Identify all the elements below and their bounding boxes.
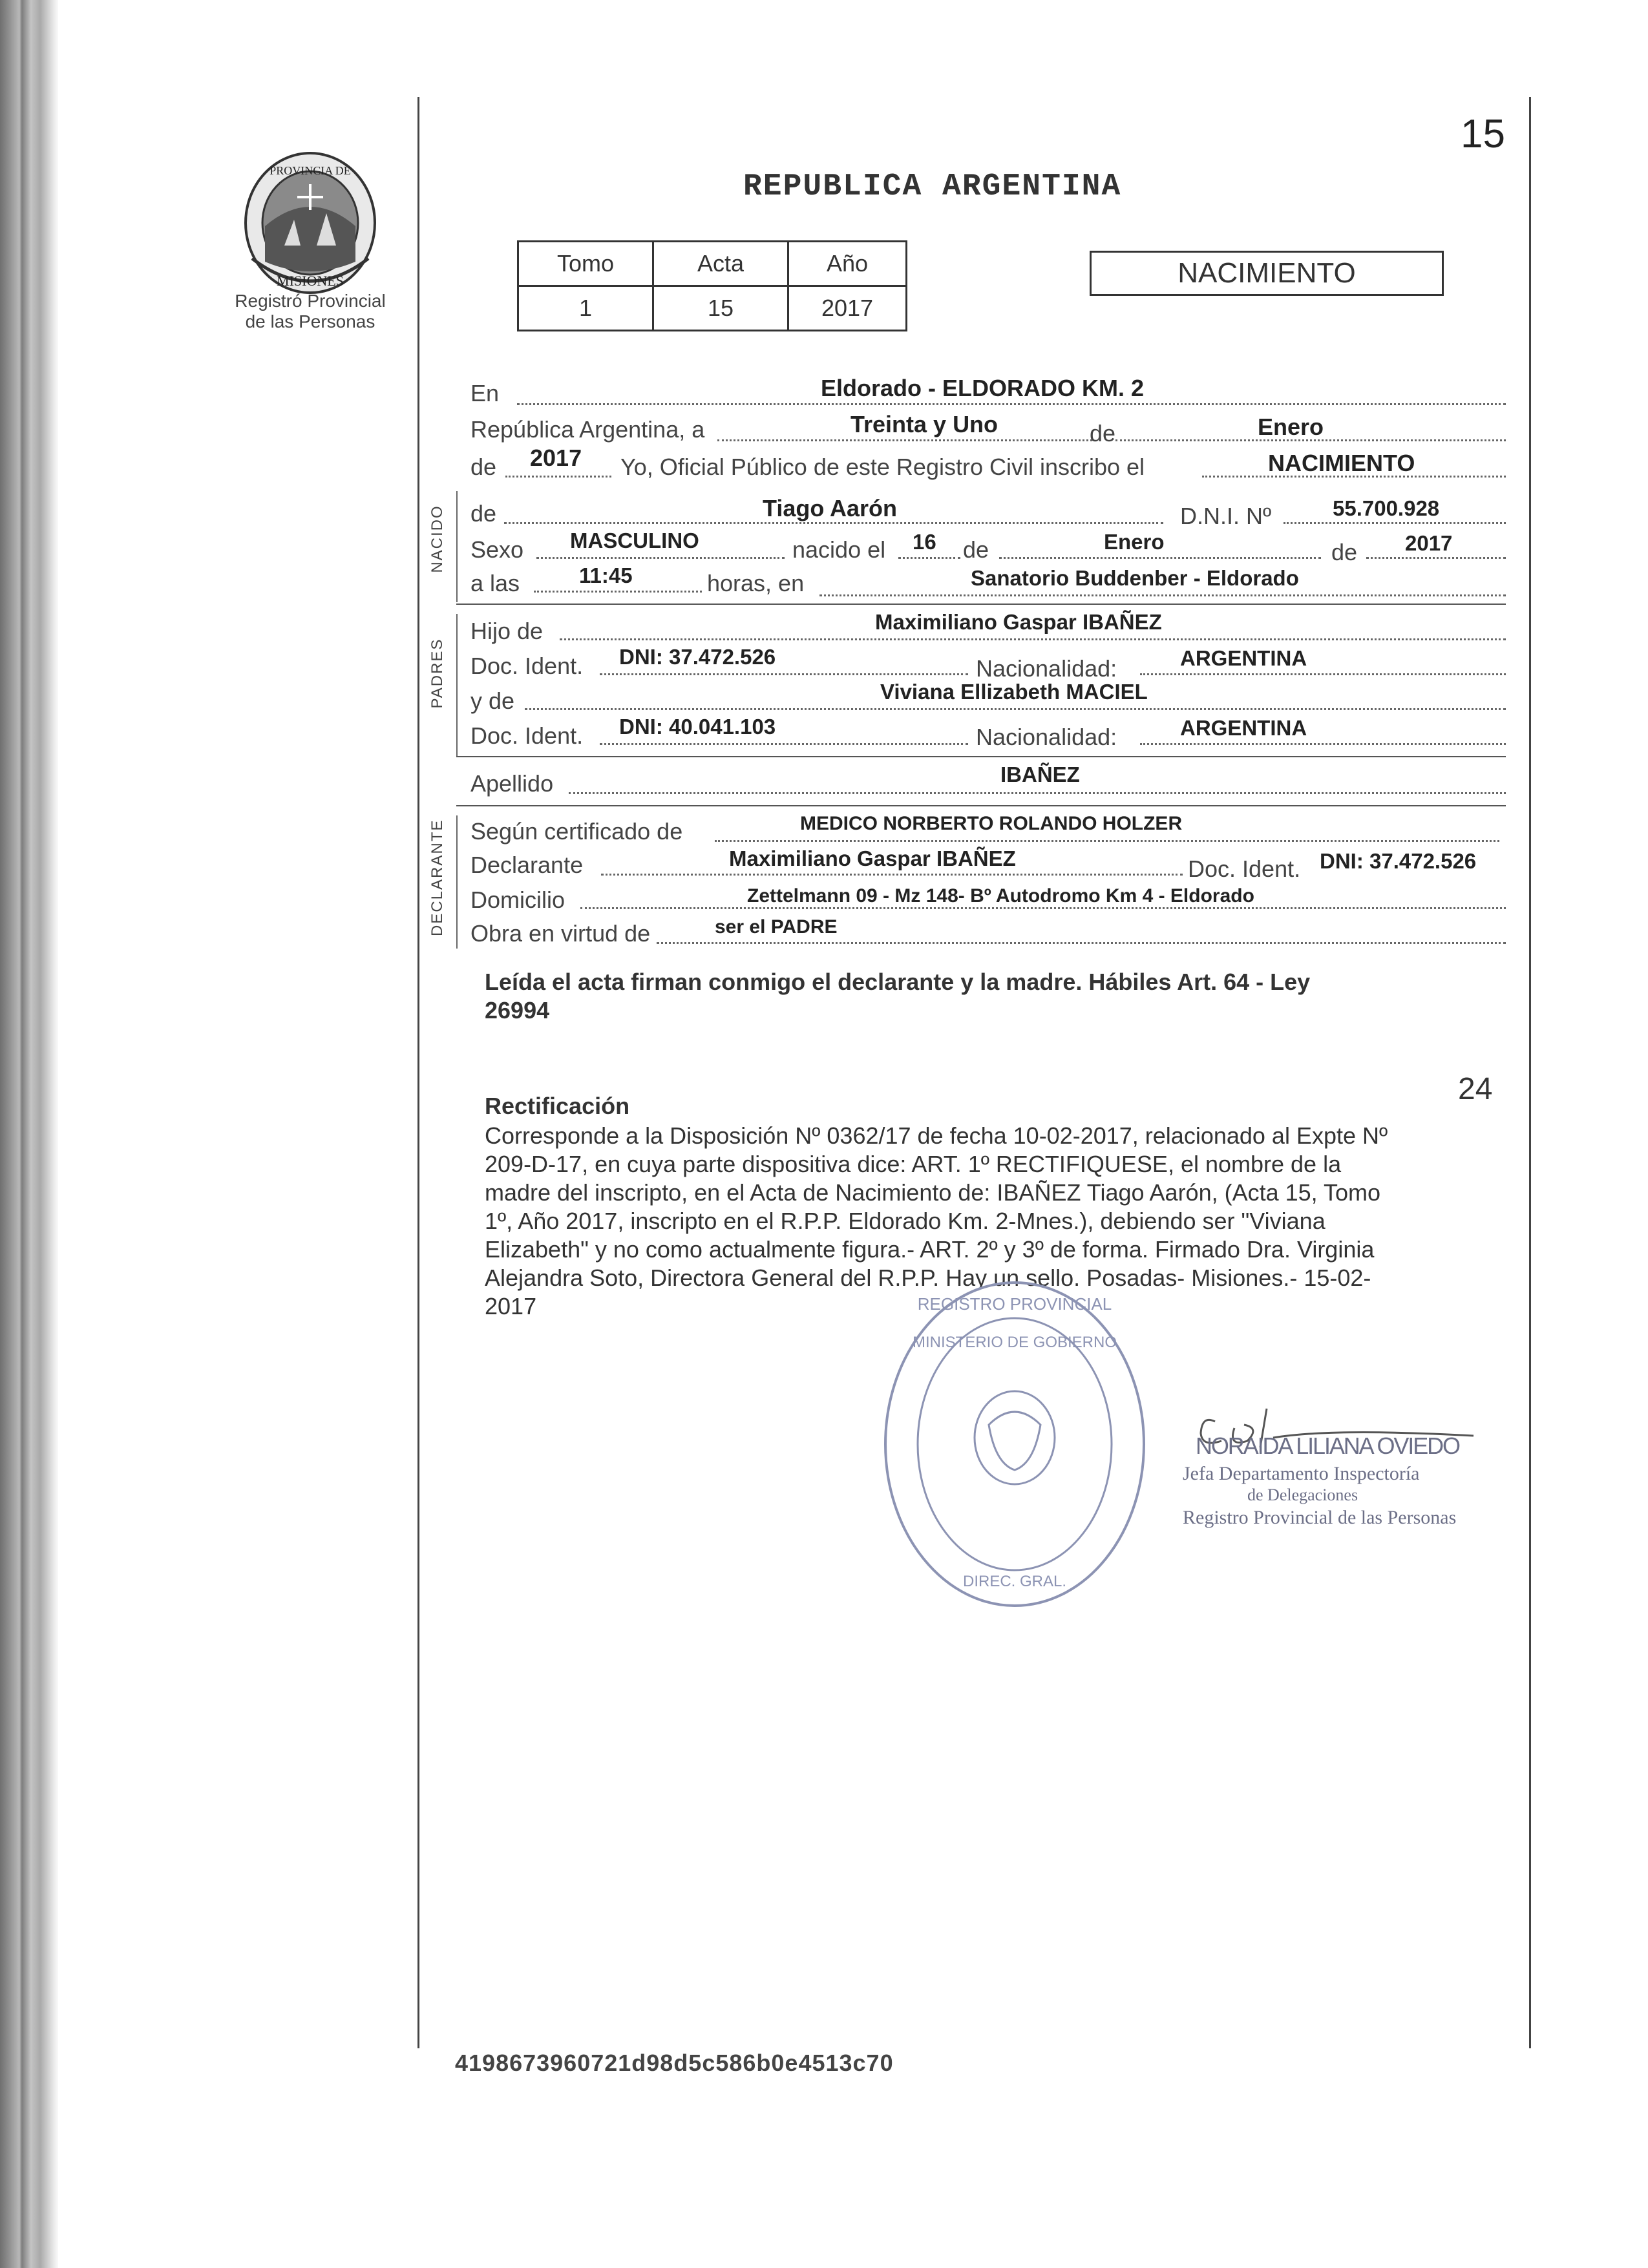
mother-nationality-value: ARGENTINA [1180,716,1307,740]
signature-block [1163,1402,1499,1551]
month-value: Enero [1258,414,1324,440]
rectificacion-line: madre del inscripto, en el Acta de Nacimiento de: IBAÑEZ Tiago Aarón, (Acta 15, Tomo [485,1179,1381,1206]
dotted-line [898,557,960,559]
father-doc-label: Doc. Ident. [470,653,584,679]
rectificacion-line: 209-D-17, en cuya parte dispositiva dice: ART. 1º RECTIFIQUESE, el nombre de la [485,1151,1342,1177]
place-value: Eldorado - ELDORADO KM. 2 [821,375,1145,401]
dni-label: D.N.I. Nº [1180,503,1272,529]
svg-text:Jefa Departamento Inspectoría: Jefa Departamento Inspectoría [1183,1463,1420,1484]
de-label: de [1090,420,1116,446]
rectificacion-line: Elizabeth" y no como actualmente figura.- ART. 2º y 3º de forma. Firmado Dra. Virginia [485,1236,1375,1263]
padres-side-label: PADRES [428,638,446,709]
de-label-2: de [963,536,989,563]
svg-text:Registro Provincial de las Per: Registro Provincial de las Personas [1183,1507,1457,1528]
section-divider [456,756,1506,757]
horas-label: horas, en [707,570,805,596]
nacido-el-label: nacido el [792,536,886,563]
closing-line1: Leída el acta firman conmigo el declarante y la madre. Hábiles Art. 64 - Ley [485,969,1311,995]
declarante-label: Declarante [470,852,584,878]
hijo-de-label: Hijo de [470,618,544,644]
svg-text:DIREC. GRAL.: DIREC. GRAL. [962,1573,1067,1590]
tomo-value: 1 [518,286,653,331]
closing-line2: 26994 [485,997,550,1024]
acta-header: Acta [653,242,788,286]
certificado-label: Según certificado de [470,818,683,845]
birth-month-value: Enero [1104,530,1165,554]
mother-nationality-label: Nacionalidad: [976,724,1117,750]
reference-value-row [518,286,907,331]
scan-binding-edge [0,0,58,2268]
rectificacion-line: Corresponde a la Disposición Nº 0362/17 de fecha 10-02-2017, relacionado al Expte Nº [485,1122,1388,1149]
dotted-line [580,907,1506,909]
rectificacion-line: Alejandra Soto, Directora General del R.P.P. Hay un sello. Posadas- Misiones.- 15-02- [485,1265,1371,1291]
left-margin-line [417,97,419,2048]
dotted-line [525,708,1506,710]
page-number: 15 [1461,112,1505,156]
declarante-value: Maximiliano Gaspar IBAÑEZ [729,846,1016,870]
birth-day-value: 16 [913,530,936,554]
dotted-line [536,557,785,559]
time-value: 11:45 [579,563,633,587]
tomo-header: Tomo [518,242,653,286]
section-bracket [456,491,458,602]
acta-value: 15 [653,286,788,331]
father-name-value: Maximiliano Gaspar IBAÑEZ [875,610,1162,634]
apellido-value: IBAÑEZ [1000,762,1080,786]
dotted-line [517,403,1506,405]
child-name-value: Tiago Aarón [763,495,898,521]
rectificacion-number: 24 [1458,1072,1493,1106]
nacido-side-label: NACIDO [428,505,446,573]
rectificacion-line: 1º, Año 2017, inscripto en el R.P.P. Eldorado Km. 2-Mnes.), debiendo ser "Viviana [485,1208,1326,1234]
official-stamp [879,1276,1150,1612]
domicilio-value: Zettelmann 09 - Mz 148- Bº Autodromo Km 4 - Eldorado [747,885,1254,907]
father-nationality-value: ARGENTINA [1180,646,1307,670]
a-las-label: a las [470,570,520,596]
dotted-line [819,594,1506,596]
domicilio-label: Domicilio [470,887,565,913]
obra-value: ser el PADRE [715,916,838,938]
section-divider [456,805,1506,806]
logo-caption-line1: Registró Provincial [235,291,386,311]
sexo-value: MASCULINO [570,529,699,552]
logo-caption-line2: de las Personas [245,311,375,331]
document-title: REPUBLICA ARGENTINA [743,169,1122,204]
father-doc-value: DNI: 37.472.526 [619,645,776,669]
de2-label: de [470,454,497,480]
day-words-value: Treinta y Uno [850,411,998,437]
republica-label: República Argentina, a [470,416,705,443]
father-nationality-label: Nacionalidad: [976,655,1117,682]
dotted-line [657,942,1506,944]
right-margin-line [1529,97,1531,2048]
svg-text:de Delegaciones: de Delegaciones [1247,1486,1358,1504]
birth-place-value: Sanatorio Buddenber - Eldorado [971,566,1299,590]
dotted-line [1140,673,1506,675]
rectificacion-line: 2017 [485,1293,537,1319]
svg-text:MINISTERIO DE GOBIERNO: MINISTERIO DE GOBIERNO [912,1334,1117,1351]
oficial-text: Yo, Oficial Público de este Registro Civil inscribo el [620,454,1145,480]
svg-text:REGISTRO PROVINCIAL: REGISTRO PROVINCIAL [917,1294,1112,1314]
record-type-box: NACIMIENTO [1090,251,1444,296]
closing-text [485,968,1493,1025]
dotted-line [600,673,968,675]
dotted-line [715,840,1499,842]
section-divider [456,604,1506,605]
svg-text:MISIONES: MISIONES [277,273,344,289]
act-value: NACIMIENTO [1268,450,1415,476]
dotted-line [1284,522,1506,524]
birth-year-value: 2017 [1405,531,1453,555]
anio-header: Año [788,242,907,286]
dotted-line [560,638,1506,640]
misiones-seal-logo [239,149,381,297]
de-label-3: de [1331,539,1358,565]
dotted-line [504,522,1163,524]
anio-value: 2017 [788,286,907,331]
obra-label: Obra en virtud de [470,920,651,947]
nacido-de-label: de [470,500,497,527]
certificado-value: MEDICO NORBERTO ROLANDO HOLZER [800,813,1183,834]
section-bracket [456,815,458,949]
declarante-doc-label: Doc. Ident. [1188,856,1301,882]
mother-name-value: Viviana Ellizabeth MACIEL [880,680,1148,704]
declarante-doc-value: DNI: 37.472.526 [1320,849,1477,873]
svg-text:NORAIDA LILIANA OVIEDO: NORAIDA LILIANA OVIEDO [1196,1433,1461,1459]
rectificacion-title: Rectificación [485,1093,630,1119]
apellido-label: Apellido [470,770,554,797]
child-dni-value: 55.700.928 [1333,496,1440,520]
document-hash: 4198673960721d98d5c586b0e4513c70 [455,2050,894,2076]
dotted-line [534,591,702,593]
reference-header-row [518,242,907,286]
logo-caption [213,291,407,332]
declarante-side-label: DECLARANTE [428,819,446,936]
dotted-line [999,557,1321,559]
dotted-line [601,874,1183,876]
dotted-line [717,439,1092,441]
dotted-line [505,476,611,478]
dotted-line [1140,743,1506,745]
dotted-line [1366,557,1506,559]
reference-table [517,240,907,331]
year-value: 2017 [530,445,582,471]
mother-doc-label: Doc. Ident. [470,722,584,749]
dotted-line [569,792,1506,794]
en-label: En [470,380,500,406]
sexo-label: Sexo [470,536,524,563]
dotted-line [600,743,968,745]
section-bracket [456,614,458,756]
y-de-label: y de [470,688,515,714]
svg-text:PROVINCIA DE: PROVINCIA DE [269,164,351,177]
mother-doc-value: DNI: 40.041.103 [619,715,776,739]
